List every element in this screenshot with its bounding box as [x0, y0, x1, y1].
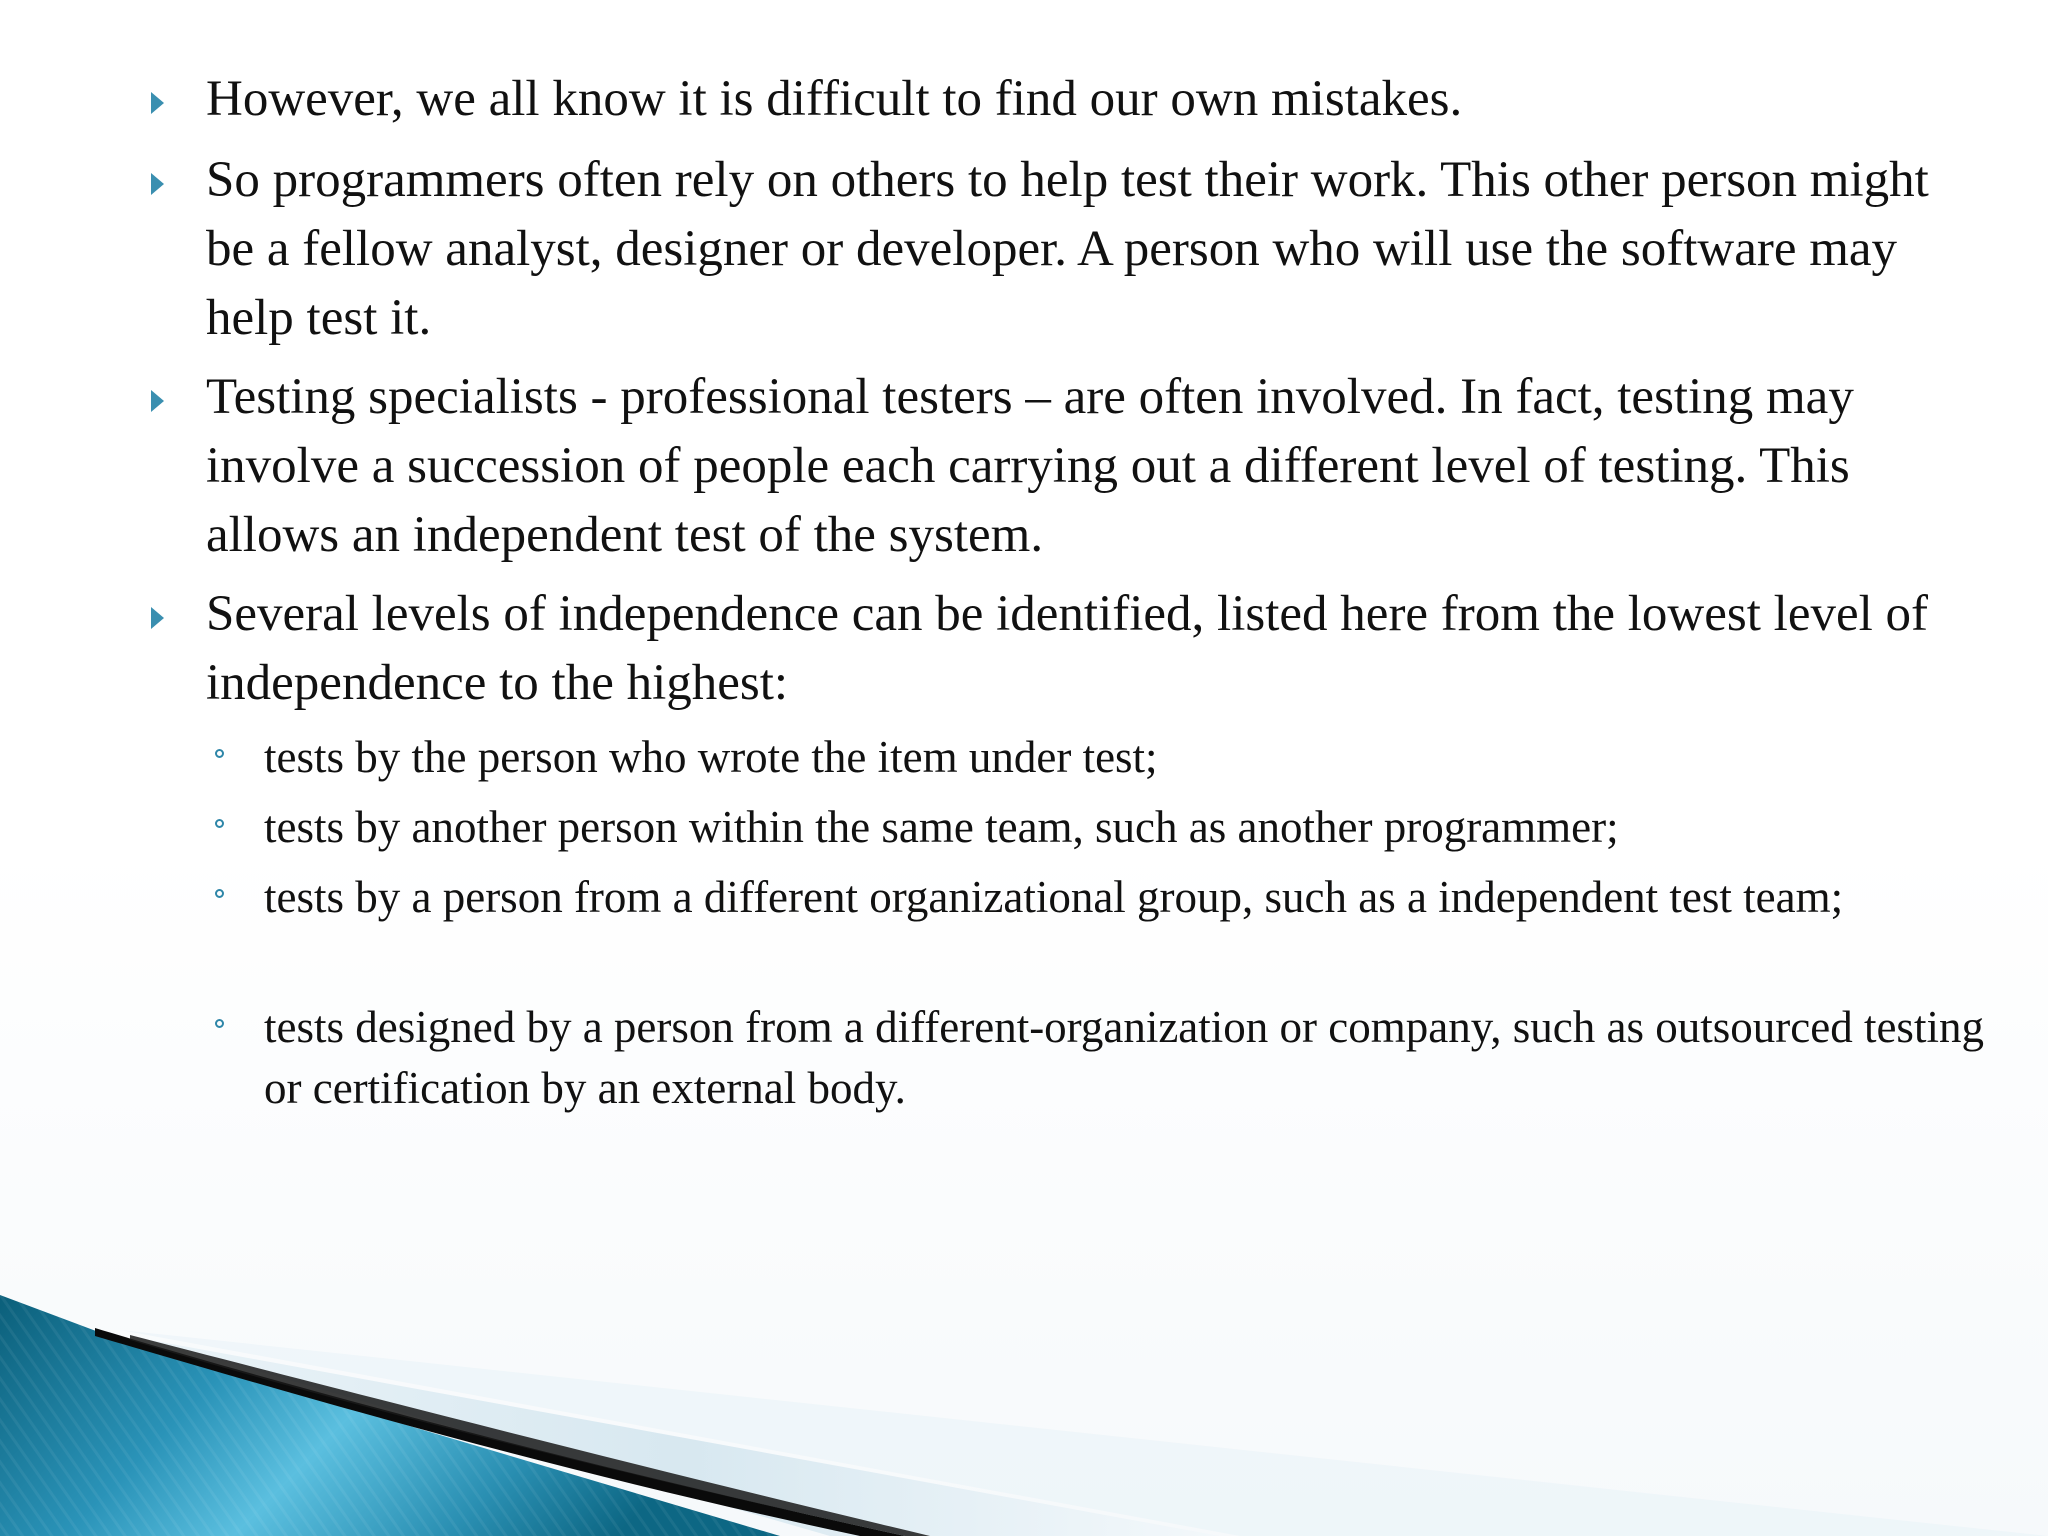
- circle-bullet-icon: [215, 819, 224, 828]
- bullet-item: [0, 65, 1966, 134]
- triangle-bullet-icon: [151, 92, 164, 114]
- sub-bullet-text: tests designed by a person from a different-organization or company, such as outsourced testing or certification by an external body.: [264, 1002, 1984, 1113]
- triangle-bullet-icon: [151, 173, 164, 195]
- circle-bullet-icon: [215, 1019, 224, 1028]
- blue-wave-band: [0, 1295, 780, 1536]
- bullet-text: So programmers often rely on others to help test their work. This other person might be a fellow analyst, designer or developer. A person who will use the software may help test it.: [206, 152, 1929, 346]
- pale-wave-band: [150, 1340, 1220, 1536]
- sub-bullet-text: tests by a person from a different organizational group, such as a independent test team;: [264, 872, 1844, 922]
- bullet-item: [0, 146, 1966, 353]
- bullet-item: [0, 580, 1966, 718]
- circle-bullet-icon: [215, 889, 224, 898]
- sub-bullet-item: [0, 797, 1984, 858]
- bullet-text: However, we all know it is difficult to find our own mistakes.: [206, 71, 1463, 127]
- bullet-text: Several levels of independence can be identified, listed here from the lowest level of independence to the highest:: [206, 586, 1928, 711]
- bullet-text: Testing specialists - professional testers – are often involved. In fact, testing may involve a succession of people each carrying out a different level of testing. This allows an independent test of the system.: [206, 369, 1854, 563]
- sub-bullet-text: tests by another person within the same team, such as another programmer;: [264, 802, 1619, 852]
- sub-bullet-text: tests by the person who wrote the item under test;: [264, 732, 1158, 782]
- triangle-bullet-icon: [151, 390, 164, 412]
- sub-bullet-item: [0, 727, 1984, 788]
- circle-bullet-icon: [215, 749, 224, 758]
- dark-wave-band: [95, 1328, 905, 1536]
- bullet-item: [0, 363, 1966, 570]
- sub-bullet-item: [0, 997, 1984, 1119]
- sub-bullet-item: [0, 867, 1984, 928]
- triangle-bullet-icon: [151, 607, 164, 629]
